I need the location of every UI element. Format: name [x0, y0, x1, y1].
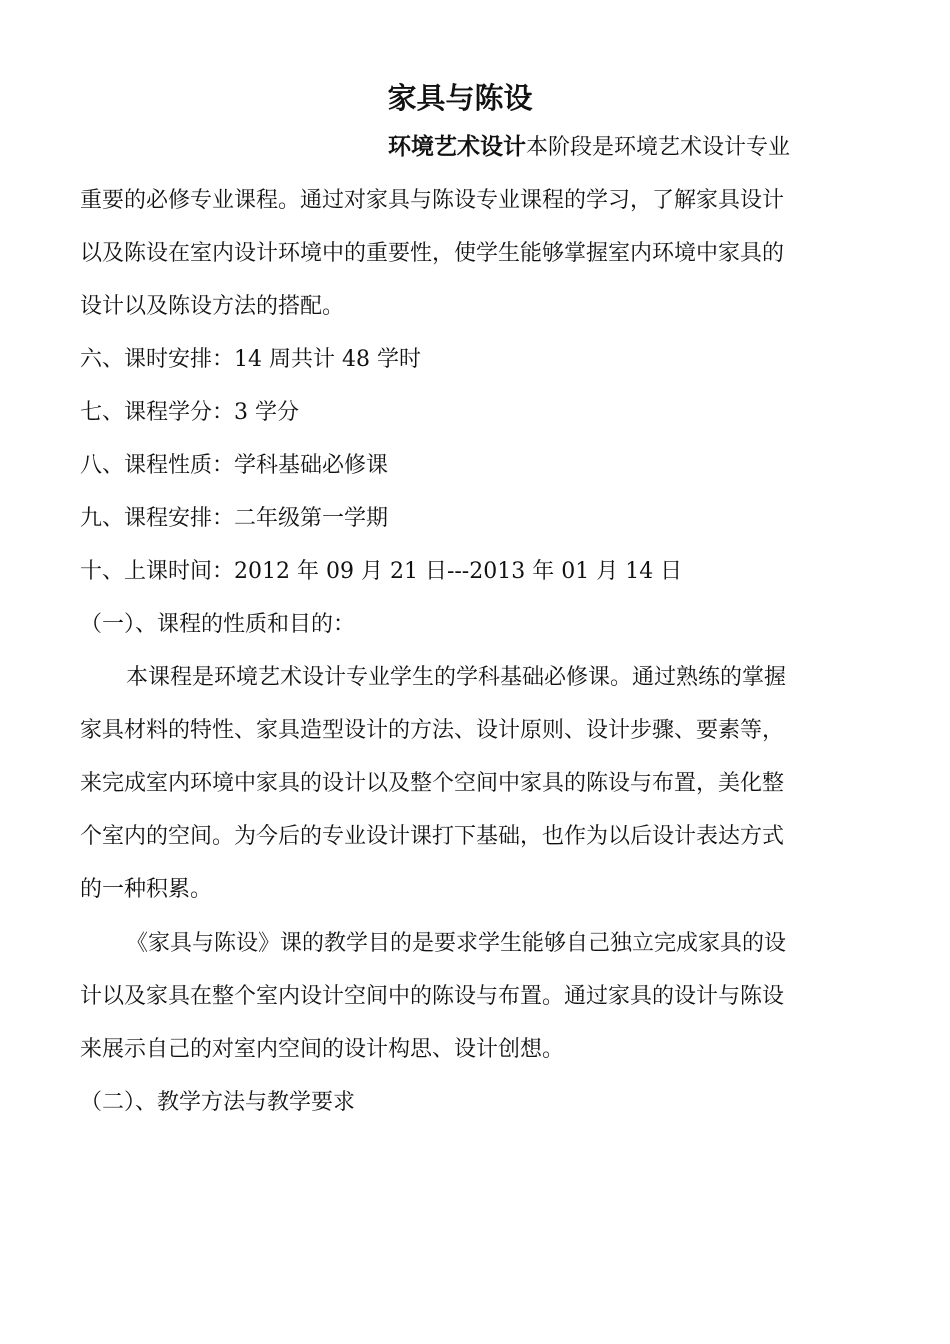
- info-item-nature: 八、课程性质：学科基础必修课: [80, 453, 389, 478]
- intro-line: 重要的必修专业课程。通过对家具与陈设专业课程的学习，了解家具设计: [80, 188, 785, 213]
- info-item-time: 十、上课时间：2012 年 09 月 21 日---2013 年 01 月 14 日: [80, 559, 683, 584]
- paragraph-2-line: 《家具与陈设》课的教学目的是要求学生能够自己独立完成家具的设: [126, 931, 787, 956]
- paragraph-2-line: 来展示自己的对室内空间的设计构思、设计创想。: [80, 1037, 565, 1062]
- intro-line: 以及陈设在室内设计环境中的重要性，使学生能够掌握室内环境中家具的: [80, 241, 785, 266]
- info-item-schedule: 九、课程安排：二年级第一学期: [80, 506, 389, 531]
- paragraph-1-line: 本课程是环境艺术设计专业学生的学科基础必修课。通过熟练的掌握: [126, 665, 787, 690]
- info-item-hours: 六、课时安排：14 周共计 48 学时: [80, 347, 421, 372]
- intro-first-line: [388, 132, 790, 163]
- info-item-credits: 七、课程学分：3 学分: [80, 400, 299, 425]
- paragraph-1-line: 的一种积累。: [80, 877, 213, 902]
- section-heading-1: （一）、课程的性质和目的：: [80, 612, 356, 637]
- paragraph-1-line: 家具材料的特性、家具造型设计的方法、设计原则、设计步骤、要素等，: [80, 718, 785, 743]
- intro-bold-text: 环境艺术设计: [388, 134, 526, 160]
- document-title: 家具与陈设: [387, 81, 533, 115]
- section-heading-2: （二）、教学方法与教学要求: [80, 1090, 356, 1115]
- paragraph-1-line: 来完成室内环境中家具的设计以及整个空间中家具的陈设与布置，美化整: [80, 771, 785, 796]
- paragraph-1-line: 个室内的空间。为今后的专业设计课打下基础，也作为以后设计表达方式: [80, 824, 785, 849]
- intro-line: 设计以及陈设方法的搭配。: [80, 294, 345, 319]
- intro-rest-text: 本阶段是环境艺术设计专业: [526, 135, 791, 160]
- paragraph-2-line: 计以及家具在整个室内设计空间中的陈设与布置。通过家具的设计与陈设: [80, 984, 785, 1009]
